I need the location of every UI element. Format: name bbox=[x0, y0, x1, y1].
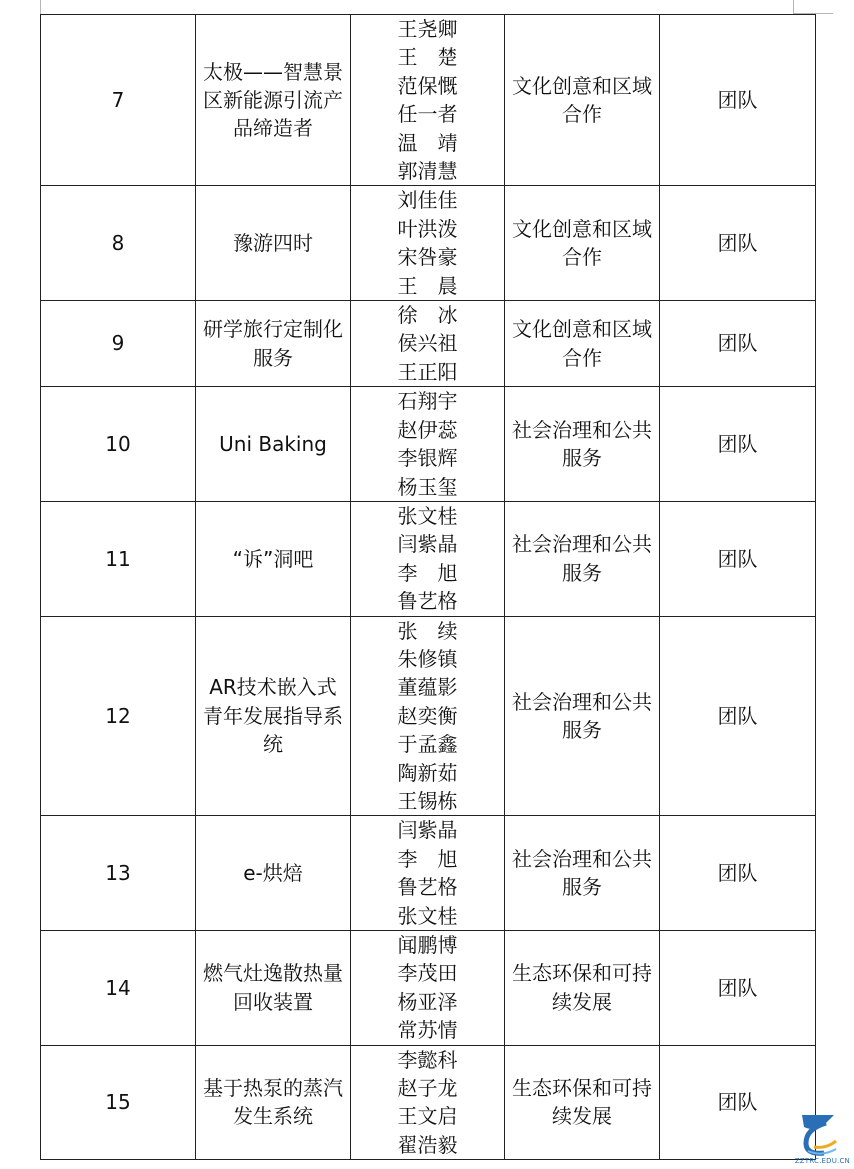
cell-track bbox=[505, 931, 660, 1046]
cell-number: 11 bbox=[41, 501, 196, 616]
track-label: 社会治理和公共服务 bbox=[512, 846, 652, 900]
member-name: 李懿科 bbox=[397, 1047, 458, 1072]
member-name: 张文桂 bbox=[397, 503, 458, 528]
member-name: 张 续 bbox=[397, 618, 458, 643]
track-label: 社会治理和公共服务 bbox=[512, 689, 652, 742]
member-name: 朱修镇 bbox=[397, 646, 458, 671]
cell-project-name bbox=[196, 501, 351, 616]
cell-members bbox=[351, 931, 505, 1046]
member-name: 李茂田 bbox=[397, 961, 458, 986]
member-name: 赵奕衡 bbox=[397, 703, 458, 728]
member-name: 闫紫晶 bbox=[397, 818, 458, 843]
cell-number: 9 bbox=[41, 301, 196, 387]
cell-project-name bbox=[196, 931, 351, 1046]
member-name: 温 靖 bbox=[397, 130, 458, 155]
cell-entry-type: 团队 bbox=[660, 816, 816, 931]
cell-number: 12 bbox=[41, 616, 196, 816]
member-name: 刘佳佳 bbox=[397, 188, 458, 213]
cell-project-name bbox=[196, 1045, 351, 1160]
member-name: 王正阳 bbox=[397, 359, 458, 384]
school-logo-icon bbox=[792, 1107, 848, 1163]
track-label: 文化创意和区域合作 bbox=[512, 317, 652, 370]
member-name: 杨亚泽 bbox=[397, 989, 458, 1014]
table-row bbox=[41, 616, 816, 816]
project-name: 燃气灶逸散热量回收装置 bbox=[203, 961, 343, 1014]
member-name: 王锡栋 bbox=[397, 788, 458, 813]
member-name: 闫紫晶 bbox=[397, 532, 458, 557]
member-name: 鲁艺格 bbox=[397, 875, 458, 900]
cell-number: 14 bbox=[41, 931, 196, 1046]
member-name: 侯兴祖 bbox=[397, 331, 458, 356]
member-name: 翟浩毅 bbox=[397, 1132, 458, 1157]
track-label: 文化创意和区域合作 bbox=[512, 216, 652, 270]
track-label: 社会治理和公共服务 bbox=[512, 417, 652, 471]
table-row bbox=[41, 15, 816, 186]
cell-number: 10 bbox=[41, 387, 196, 502]
crop-mark-left bbox=[40, 0, 41, 14]
table-row bbox=[41, 301, 816, 387]
cell-entry-type: 团队 bbox=[660, 1045, 816, 1160]
member-name: 石翔宇 bbox=[397, 389, 458, 414]
track-label: 社会治理和公共服务 bbox=[512, 532, 652, 585]
cell-members bbox=[351, 616, 505, 816]
cell-members bbox=[351, 1045, 505, 1160]
project-name: e-烘焙 bbox=[243, 860, 303, 885]
cell-track bbox=[505, 186, 660, 301]
member-name: 王文启 bbox=[397, 1104, 458, 1129]
cell-project-name bbox=[196, 301, 351, 387]
cell-members bbox=[351, 501, 505, 616]
project-name: 基于热泵的蒸汽发生系统 bbox=[203, 1076, 343, 1129]
track-label: 文化创意和区域合作 bbox=[512, 73, 652, 127]
member-name: 李 旭 bbox=[397, 846, 458, 871]
member-name: 董蕴影 bbox=[397, 675, 458, 700]
cell-entry-type: 团队 bbox=[660, 616, 816, 816]
member-name: 常苏情 bbox=[397, 1018, 458, 1043]
track-label: 生态环保和可持续发展 bbox=[512, 1076, 652, 1129]
crop-mark-right bbox=[793, 0, 794, 14]
table-row bbox=[41, 816, 816, 931]
member-name: 张文桂 bbox=[397, 903, 458, 928]
member-name: 赵子龙 bbox=[397, 1076, 458, 1101]
cell-members bbox=[351, 15, 505, 186]
member-name: 徐 冰 bbox=[397, 303, 458, 328]
project-name: Uni Baking bbox=[219, 431, 327, 456]
member-name: 于孟鑫 bbox=[397, 732, 458, 757]
cell-number: 8 bbox=[41, 186, 196, 301]
project-name: “诉”洞吧 bbox=[232, 546, 314, 571]
project-name: 太极——智慧景区新能源引流产品缔造者 bbox=[203, 59, 343, 141]
member-name: 陶新茹 bbox=[397, 760, 458, 785]
member-name: 任一者 bbox=[397, 102, 458, 127]
award-table bbox=[40, 14, 816, 1160]
cell-members bbox=[351, 186, 505, 301]
cell-track bbox=[505, 816, 660, 931]
project-name: 豫游四时 bbox=[233, 231, 313, 256]
cell-track bbox=[505, 501, 660, 616]
cell-track bbox=[505, 387, 660, 502]
table-body bbox=[41, 15, 816, 1160]
project-name: 研学旅行定制化服务 bbox=[203, 317, 343, 370]
cell-project-name bbox=[196, 15, 351, 186]
table-row bbox=[41, 1045, 816, 1160]
cell-members bbox=[351, 301, 505, 387]
member-name: 王 楚 bbox=[397, 45, 458, 70]
cell-track bbox=[505, 15, 660, 186]
member-name: 王 晨 bbox=[397, 273, 458, 298]
cell-entry-type: 团队 bbox=[660, 931, 816, 1046]
cell-entry-type: 团队 bbox=[660, 301, 816, 387]
cell-entry-type: 团队 bbox=[660, 15, 816, 186]
cell-track bbox=[505, 616, 660, 816]
member-name: 李 旭 bbox=[397, 560, 458, 585]
cell-number: 7 bbox=[41, 15, 196, 186]
cell-number: 15 bbox=[41, 1045, 196, 1160]
table-row bbox=[41, 501, 816, 616]
watermark-text: ZZTRC.EDU.CN bbox=[794, 1157, 850, 1165]
cell-project-name bbox=[196, 816, 351, 931]
cell-project-name bbox=[196, 616, 351, 816]
table-row bbox=[41, 387, 816, 502]
cell-project-name bbox=[196, 387, 351, 502]
cell-members bbox=[351, 816, 505, 931]
cell-project-name bbox=[196, 186, 351, 301]
track-label: 生态环保和可持续发展 bbox=[512, 961, 652, 1014]
member-name: 闻鹏博 bbox=[397, 933, 458, 957]
member-name: 范保慨 bbox=[397, 73, 458, 98]
member-name: 鲁艺格 bbox=[397, 589, 458, 614]
cell-members bbox=[351, 387, 505, 502]
member-name: 赵伊蕊 bbox=[397, 417, 458, 442]
member-name: 杨玉玺 bbox=[397, 474, 458, 499]
project-name: AR技术嵌入式青年发展指导系统 bbox=[203, 675, 343, 757]
cell-entry-type: 团队 bbox=[660, 501, 816, 616]
table-row bbox=[41, 186, 816, 301]
cell-number: 13 bbox=[41, 816, 196, 931]
cell-entry-type: 团队 bbox=[660, 387, 816, 502]
cell-track bbox=[505, 301, 660, 387]
member-name: 郭清慧 bbox=[397, 159, 458, 184]
cell-entry-type: 团队 bbox=[660, 186, 816, 301]
member-name: 叶洪泼 bbox=[397, 216, 458, 241]
member-name: 王尧卿 bbox=[397, 17, 458, 41]
member-name: 宋咎豪 bbox=[397, 245, 458, 270]
member-name: 李银辉 bbox=[397, 446, 458, 471]
table-row bbox=[41, 931, 816, 1046]
cell-track bbox=[505, 1045, 660, 1160]
